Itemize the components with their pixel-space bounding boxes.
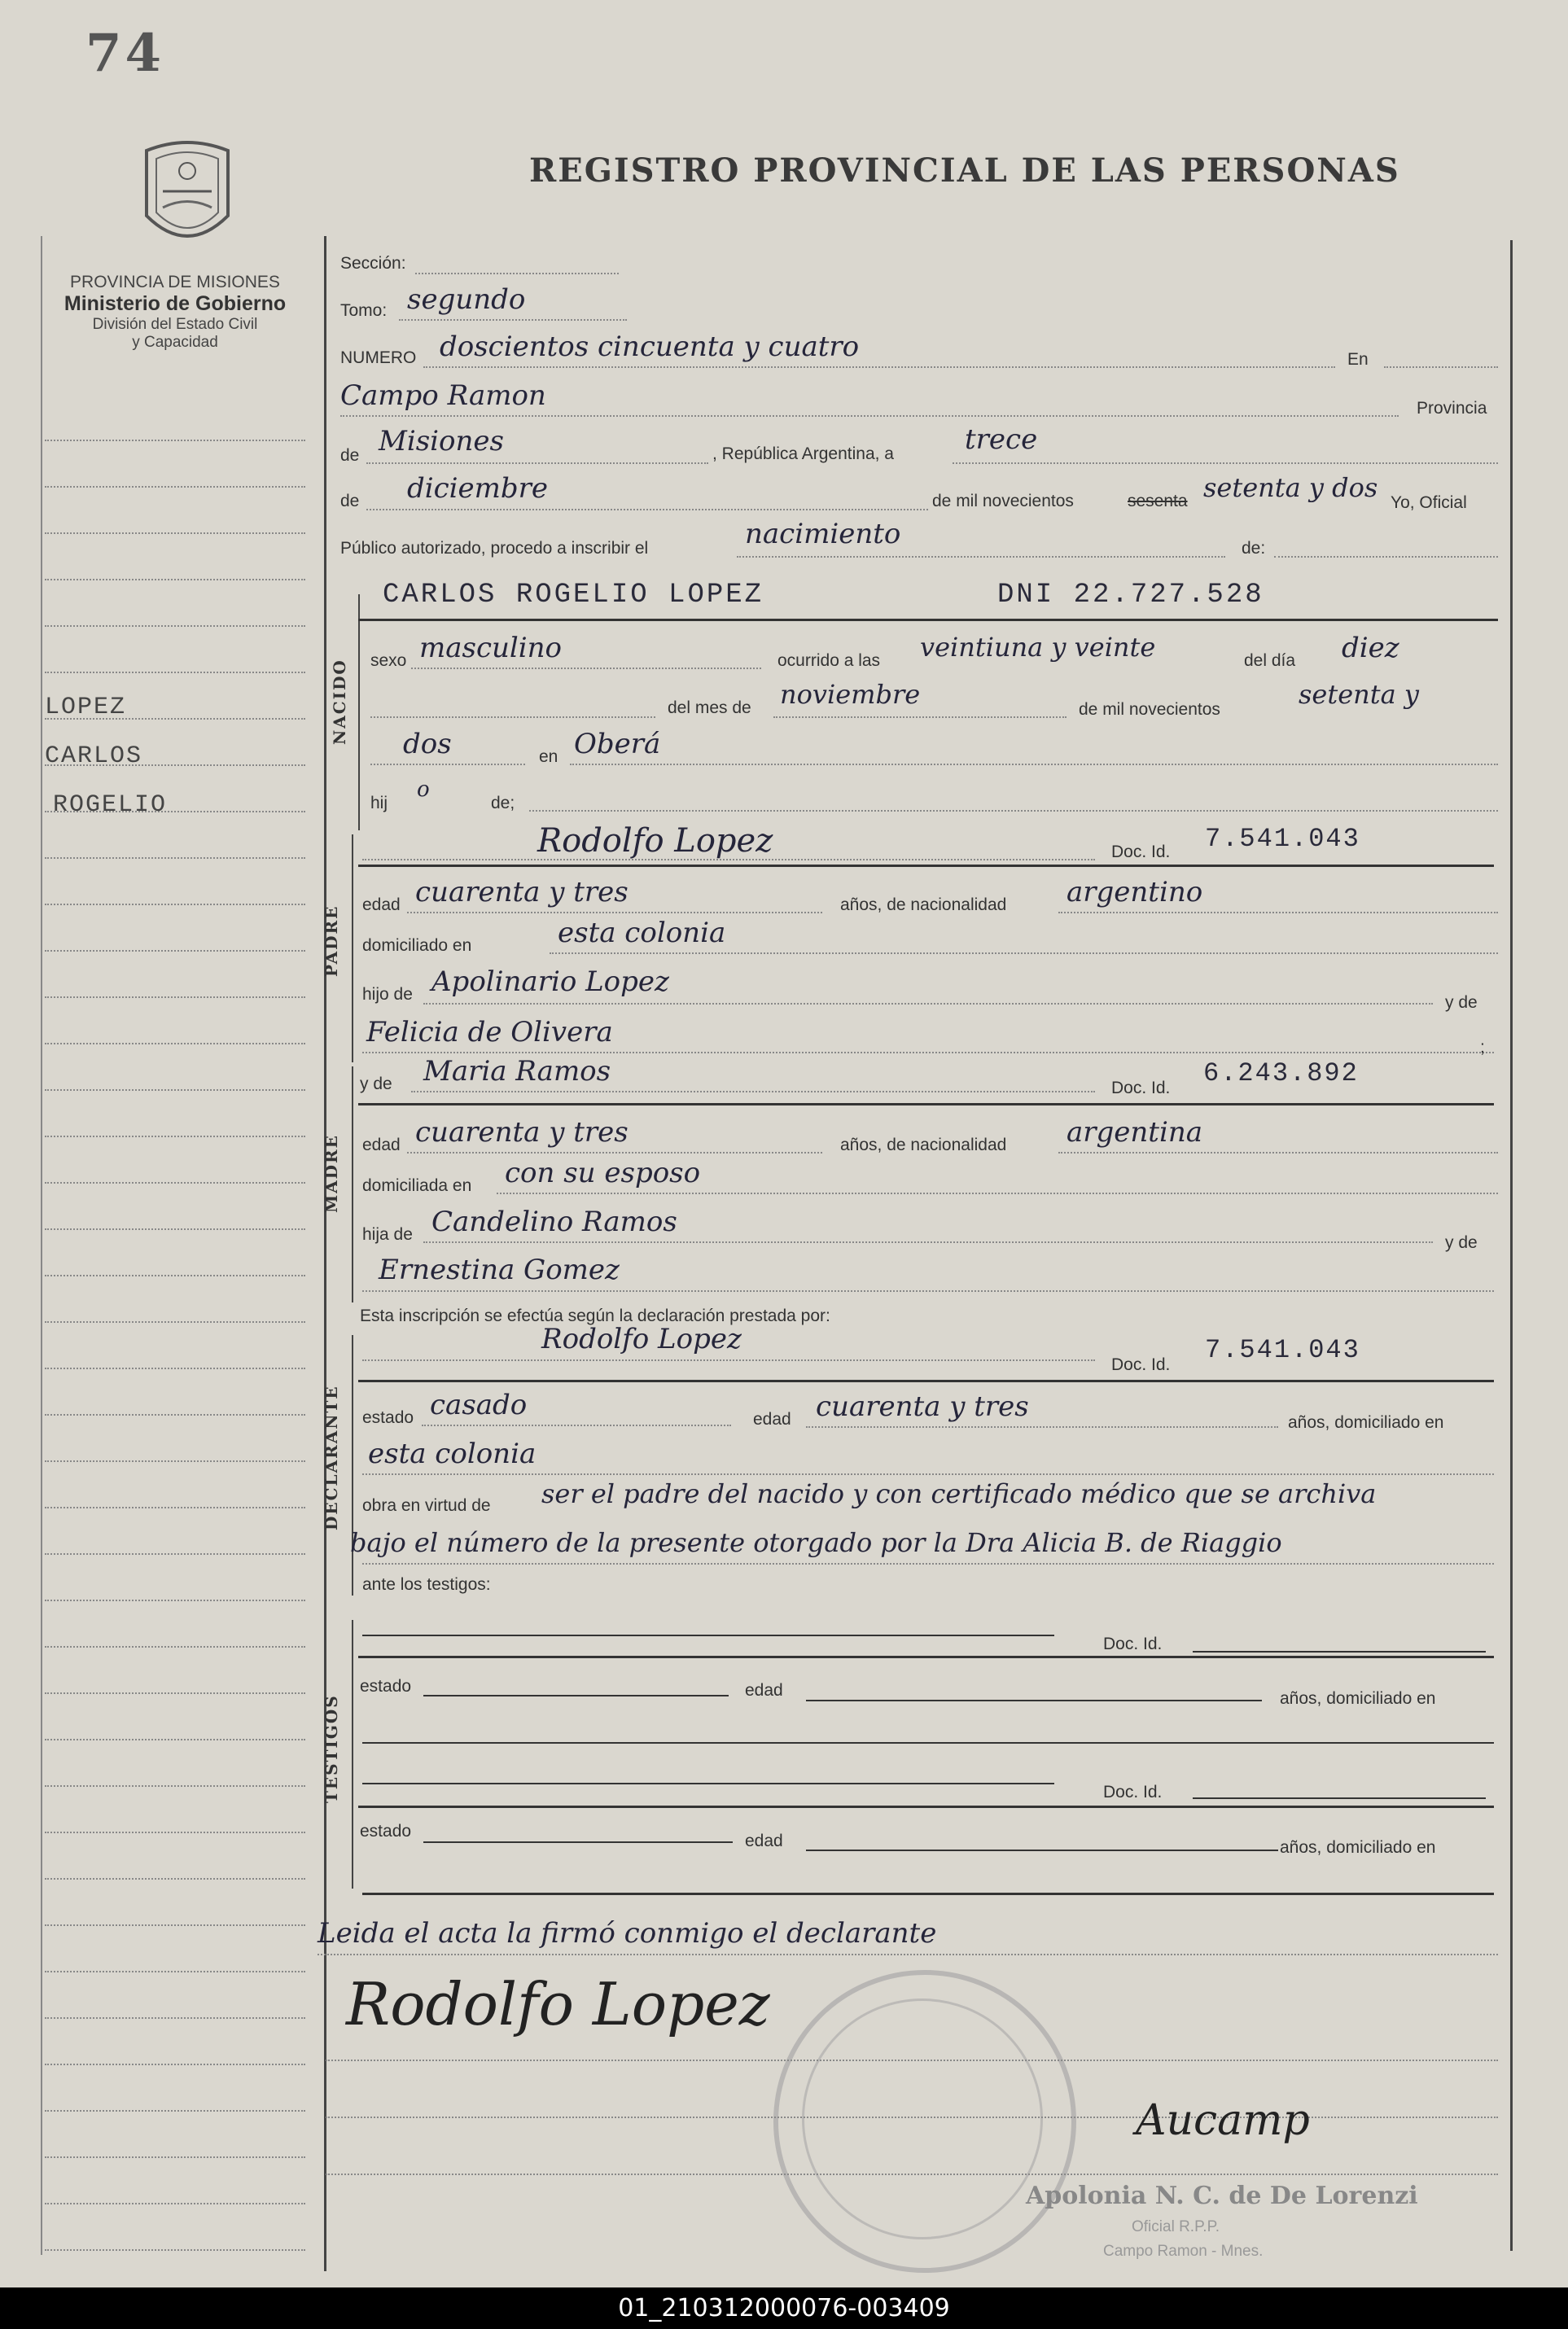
margin-rule (45, 1228, 305, 1230)
padre-doc-line (358, 865, 1494, 867)
margin-rule (45, 1182, 305, 1184)
del-dia-label: del día (1244, 651, 1296, 670)
testigo1-dom-line (362, 1742, 1494, 1744)
sexo-label: sexo (370, 651, 407, 670)
margin-first-name: CARLOS (45, 742, 143, 770)
decl-edad-line (806, 1426, 1278, 1428)
document-title: REGISTRO PROVINCIAL DE LAS PERSONAS (529, 151, 1400, 190)
margin-rule (45, 625, 305, 627)
margin-rule (45, 857, 305, 859)
obra-line (362, 1563, 1494, 1565)
testigo2-doc-label: Doc. Id. (1103, 1783, 1163, 1801)
padre-dom-line (550, 952, 1498, 954)
decl-nombre: Rodolfo Lopez (541, 1323, 742, 1355)
provincia-label: Provincia (1417, 399, 1487, 418)
madre-doc-line (358, 1103, 1494, 1105)
sesenta-struck: sesenta (1128, 492, 1188, 510)
testigo1-estado-line (423, 1695, 729, 1696)
tomo-line (399, 319, 627, 321)
anio-value: setenta y dos (1203, 472, 1378, 503)
decl-doc: 7.541.043 (1205, 1335, 1360, 1365)
testigo2-rule (358, 1806, 1494, 1808)
hora-value: veintiuna y veinte (920, 632, 1156, 663)
section-padre: PADRE (322, 904, 341, 977)
margin-rule (45, 1321, 305, 1323)
cierre-text: Leida el acta la firmó conmigo el declarante (318, 1917, 937, 1950)
madre-edad-line (407, 1152, 822, 1154)
testigo1-estado-label: estado (360, 1677, 412, 1696)
madre-nac-label: años, de nacionalidad (840, 1136, 1007, 1154)
madre-nombre: Maria Ramos (423, 1055, 611, 1088)
nombre-line (358, 619, 1498, 621)
margin-rule (45, 1924, 305, 1926)
decl-edad-label: edad (753, 1410, 791, 1429)
page-number: 74 (85, 23, 165, 84)
decl-anios-dom-label: años, domiciliado en (1288, 1413, 1444, 1432)
margin-rule (45, 996, 305, 998)
tomo-label: Tomo: (340, 301, 388, 320)
ocurrido-label: ocurrido a las (777, 651, 881, 670)
hij-suffix: o (417, 777, 430, 802)
hij-line (529, 810, 1498, 812)
margin-rule (45, 1368, 305, 1369)
testigo1-anios-label: años, domiciliado en (1280, 1689, 1436, 1708)
testigo2-edad-line (806, 1850, 1278, 1851)
testigo2-edad-label: edad (745, 1832, 783, 1850)
madre-doc-label: Doc. Id. (1111, 1079, 1171, 1097)
section-declarante: DECLARANTE (322, 1385, 341, 1530)
madre-edad: cuarenta y tres (415, 1116, 629, 1149)
hij-label: hij (370, 794, 388, 812)
margin-rule (45, 1785, 305, 1787)
padre-hijo-line (423, 1003, 1433, 1005)
firma-line-3 (326, 2174, 1498, 2175)
margin-rule (45, 2110, 305, 2112)
testigo1-doc-line (1193, 1651, 1486, 1653)
margin-rule (45, 904, 305, 905)
madre-doc: 6.243.892 (1203, 1058, 1359, 1088)
margin-rule (45, 950, 305, 952)
declarante-signature: Rodolfo Lopez (346, 1970, 770, 2038)
testigo2-name-line (362, 1783, 1054, 1784)
dia-line (953, 462, 1498, 464)
padre-hijo-label: hijo de (362, 985, 413, 1004)
madre-hija-label: hija de (362, 1225, 413, 1244)
margin-rule (45, 1646, 305, 1648)
padre-edad-label: edad (362, 895, 401, 914)
obra-label: obra en virtud de (362, 1496, 491, 1515)
testigo1-rule (358, 1656, 1494, 1658)
madre-nac: argentina (1067, 1116, 1203, 1149)
margin-rule (45, 486, 305, 488)
dia-value: trece (965, 423, 1038, 456)
lugar-line (340, 415, 1399, 417)
publico-label: Público autorizado, procedo a inscribir el (340, 539, 649, 558)
mes-pre-line (370, 716, 655, 718)
decl-edad: cuarenta y tres (816, 1390, 1029, 1423)
de-mil-label: de mil novecientos (932, 492, 1074, 510)
acto-line-2 (1274, 556, 1498, 558)
margin-rule (45, 1739, 305, 1740)
margin-rule (45, 2249, 305, 2251)
en-label: En (1347, 350, 1369, 369)
margin-rule (45, 1692, 305, 1694)
de-colon-label: de: (1242, 539, 1266, 558)
testigo2-dom-line (362, 1893, 1494, 1895)
firma-line-2 (326, 2117, 1498, 2118)
testigo1-name-line (362, 1635, 1054, 1636)
padre-dom-label: domiciliado en (362, 936, 472, 955)
testigo1-edad-label: edad (745, 1681, 783, 1700)
de-mil-2-label: de mil novecientos (1079, 700, 1220, 719)
de-label-2: de (340, 492, 360, 510)
padre-nombre: Rodolfo Lopez (537, 822, 773, 860)
province-crest (138, 134, 236, 256)
margin-rule (45, 579, 305, 580)
margin-rule (45, 2203, 305, 2204)
margin-second-name: ROGELIO (53, 791, 168, 819)
padre-edad-line (407, 912, 822, 913)
margin-rule (45, 440, 305, 441)
testigo2-anios-label: años, domiciliado en (1280, 1838, 1436, 1857)
madre-dom: con su esposo (505, 1157, 701, 1189)
de-semi-label: de; (491, 794, 515, 812)
oficial-lugar-stamp: Campo Ramon - Mnes. (1103, 2243, 1264, 2260)
margin-rule (45, 1414, 305, 1416)
margin-divider (324, 236, 326, 2271)
image-id-bar: 01_210312000076-003409 (0, 2287, 1568, 2329)
padre-doc-label: Doc. Id. (1111, 843, 1171, 861)
division-label-1: División del Estado Civil (92, 316, 258, 333)
right-border (1510, 240, 1513, 2251)
de-label-1: de (340, 446, 360, 465)
testigo1-edad-line (806, 1700, 1262, 1701)
madre-hija-line (423, 1241, 1433, 1243)
decl-dom-line (362, 1473, 1494, 1475)
margin-rule (45, 1043, 305, 1044)
decl-estado-line (422, 1425, 731, 1426)
yo-oficial-label: Yo, Oficial (1391, 493, 1467, 512)
margin-left-border (41, 236, 42, 2255)
oficial-signature: Aucamp (1136, 2096, 1310, 2145)
nombre-nacido: CARLOS ROGELIO LOPEZ (383, 580, 764, 611)
semicolon: ; (1480, 1038, 1485, 1057)
mes-nac-line (773, 716, 1067, 718)
ante-label: ante los testigos: (362, 1575, 491, 1594)
margin-rule (45, 1460, 305, 1462)
margin-rule (45, 1275, 305, 1276)
padre-nac-line (1058, 912, 1498, 913)
madre-hija-de: Candelino Ramos (431, 1206, 677, 1238)
madre-y-de-label: y de (360, 1075, 392, 1093)
decl-doc-label: Doc. Id. (1111, 1355, 1171, 1374)
madre-y-de-2-label: y de (1445, 1233, 1478, 1252)
lugar-nac-line (570, 764, 1498, 765)
en-lower-label: en (539, 747, 558, 766)
mes-line (366, 509, 928, 510)
cierre-line (318, 1954, 1498, 1955)
testigos-bracket (352, 1620, 353, 1889)
margin-rule (45, 532, 305, 534)
provincia-line (366, 462, 708, 464)
firma-line-1 (326, 2060, 1498, 2061)
margin-rule (45, 2156, 305, 2158)
declaracion-label: Esta inscripción se efectúa según la declaración prestada por: (360, 1307, 830, 1325)
padre-y-de: Felicia de Olivera (366, 1016, 613, 1048)
margin-rule (45, 2017, 305, 2019)
sexo-value: masculino (419, 632, 563, 664)
madre-y-de-line (362, 1290, 1494, 1292)
province-label: PROVINCIA DE MISIONES (70, 273, 280, 291)
acto-line (737, 556, 1225, 558)
official-seal-inner (802, 1998, 1043, 2239)
ministry-label: Ministerio de Gobierno (64, 292, 287, 315)
margin-rule (45, 1832, 305, 1833)
decl-doc-line (358, 1380, 1494, 1382)
margin-rule (45, 1971, 305, 1972)
padre-y-de-label: y de (1445, 993, 1478, 1012)
padre-hijo-de: Apolinario Lopez (431, 965, 669, 998)
anio-nac-2: dos (403, 728, 452, 760)
padre-doc: 7.541.043 (1205, 824, 1360, 854)
margin-rule (45, 1553, 305, 1555)
anio-nac-1: setenta y (1299, 679, 1419, 710)
padre-nombre-line (362, 859, 1095, 860)
mes-nac-value: noviembre (780, 679, 921, 710)
madre-dom-label: domiciliada en (362, 1176, 472, 1195)
decl-estado-label: estado (362, 1408, 414, 1427)
madre-edad-label: edad (362, 1136, 401, 1154)
division-label-2: y Capacidad (132, 334, 218, 351)
tomo-value: segundo (407, 283, 526, 316)
sexo-line (411, 668, 761, 669)
section-testigos: TESTIGOS (322, 1694, 341, 1803)
madre-bracket (352, 1066, 353, 1302)
seccion-line (415, 273, 619, 274)
padre-edad: cuarenta y tres (415, 876, 629, 908)
madre-dom-line (497, 1193, 1498, 1194)
testigo1-doc-label: Doc. Id. (1103, 1635, 1163, 1653)
seccion-label: Sección: (340, 254, 406, 273)
madre-y-de: Ernestina Gomez (379, 1254, 620, 1286)
section-nacido: NACIDO (330, 659, 349, 745)
padre-nac: argentino (1067, 876, 1203, 908)
del-mes-label: del mes de (668, 698, 751, 717)
decl-estado: casado (430, 1389, 528, 1421)
numero-label: NUMERO (340, 348, 417, 367)
decl-dom: esta colonia (368, 1438, 537, 1470)
testigo2-doc-line (1193, 1797, 1486, 1799)
dia-nac-value: diez (1342, 632, 1399, 664)
margin-surname: LOPEZ (45, 694, 127, 721)
anio-nac-line (370, 764, 525, 765)
lugar-nac-value: Oberá (574, 728, 661, 760)
margin-rule (45, 1600, 305, 1601)
numero-line (423, 366, 1335, 368)
padre-dom: esta colonia (558, 917, 726, 949)
margin-rule (45, 1089, 305, 1091)
lugar-value: Campo Ramon (340, 379, 546, 412)
margin-rule (45, 1136, 305, 1137)
obra-line-2: bajo el número de la presente otorgado por la Dra Alicia B. de Riaggio (350, 1527, 1282, 1558)
margin-rule (45, 1878, 305, 1880)
testigo2-estado-label: estado (360, 1822, 412, 1841)
oficial-cargo-stamp: Oficial R.P.P. (1132, 2218, 1220, 2235)
margin-rule (45, 2064, 305, 2065)
nacido-bracket (358, 594, 360, 830)
padre-bracket (352, 834, 353, 1062)
en-line (1384, 366, 1498, 368)
acto-value: nacimiento (745, 518, 901, 550)
margin-rule (45, 1507, 305, 1508)
numero-value: doscientos cincuenta y cuatro (440, 331, 860, 363)
section-madre: MADRE (322, 1134, 341, 1213)
margin-rule (45, 672, 305, 673)
oficial-name-stamp: Apolonia N. C. de De Lorenzi (1026, 2182, 1418, 2210)
dni-nacido: DNI 22.727.528 (997, 580, 1264, 611)
madre-nombre-line (411, 1091, 1095, 1092)
mes-value: diciembre (407, 472, 549, 505)
decl-nombre-line (362, 1359, 1095, 1361)
obra-line-1: ser el padre del nacido y con certificado médico que se archiva (541, 1478, 1377, 1509)
padre-nac-label: años, de nacionalidad (840, 895, 1007, 914)
testigo2-estado-line (423, 1841, 733, 1843)
provincia-value: Misiones (379, 425, 504, 457)
padre-y-de-line (362, 1052, 1494, 1053)
madre-nac-line (1058, 1152, 1498, 1154)
republica-label: , República Argentina, a (712, 444, 894, 463)
issuer-header (24, 273, 326, 352)
